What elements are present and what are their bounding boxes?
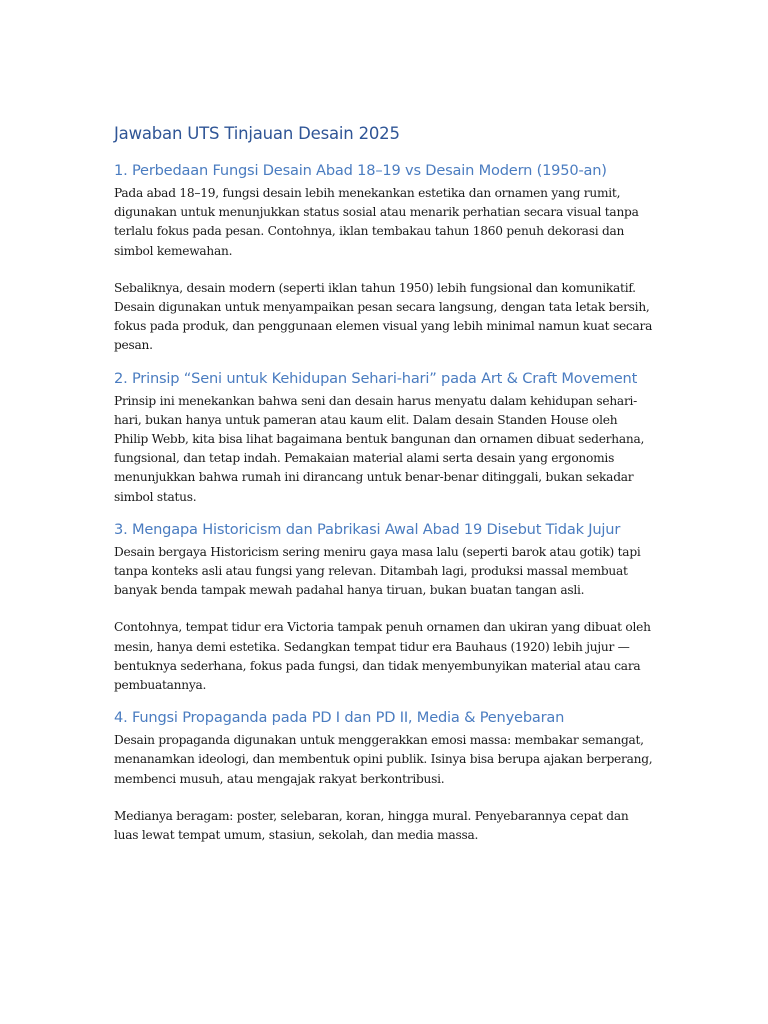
section-4 [114,707,654,845]
section-3 [114,519,654,695]
paragraph: Desain bergaya Historicism sering meniru gaya masa lalu (seperti barok atau gotik) tapi tanpa konteks asli atau fungsi yang relevan. Ditambah lagi, produksi massal membuat banyak benda tampak mewah padahal hanya tiruan, bukan buatan tangan asli. [114,544,641,598]
document-title: Jawaban UTS Tinjauan Desain 2025 [114,124,400,143]
paragraph: Sebaliknya, desain modern (seperti iklan tahun 1950) lebih fungsional dan komunikatif. Desain digunakan untuk menyampaikan pesan secara langsung, dengan tata letak bersih, fokus pada produk, dan penggunaan elemen visual yang lebih minimal namun kuat secara pesan. [114,280,653,353]
paragraph: Pada abad 18–19, fungsi desain lebih menekankan estetika dan ornamen yang rumit, digunakan untuk menunjukkan status sosial atau menarik perhatian secara visual tanpa terlalu fokus pada pesan. Contohnya, iklan tembakau tahun 1860 penuh dekorasi dan simbol kemewahan. [114,186,639,258]
section-heading: 2. Prinsip “Seni untuk Kehidupan Sehari-hari” pada Art & Craft Movement [114,369,638,387]
paragraph: Desain propaganda digunakan untuk menggerakkan emosi massa: membakar semangat, menanamkan ideologi, dan membentuk opini publik. Isinya bisa berupa ajakan berperang, membenci musuh, atau mengajak rakyat berkontribusi. [114,733,653,786]
section-2 [114,368,654,507]
section-1 [114,160,654,356]
section-heading: 3. Mengapa Historicism dan Pabrikasi Awal Abad 19 Disebut Tidak Jujur [114,520,621,538]
paragraph: Prinsip ini menekankan bahwa seni dan desain harus menyatu dalam kehidupan sehari-hari, bukan hanya untuk pameran atau kaum elit. Dalam desain Standen House oleh Philip Webb, kita bisa lihat bagaimana bentuk bangunan dan ornamen dibuat sederhana, fungsional, dan tetap indah. Pemakaian material alami serta desain yang ergonomis menunjukkan bahwa rumah ini dirancang untuk benar-benar ditinggali, bukan sekadar simbol status. [114,393,645,504]
paragraph: Contohnya, tempat tidur era Victoria tampak penuh ornamen dan ukiran yang dibuat oleh mesin, hanya demi estetika. Sedangkan tempat tidur era Bauhaus (1920) lebih jujur — bentuknya sederhana, fokus pada fungsi, dan tidak menyembunyikan material atau cara pembuatannya. [114,620,651,693]
paragraph: Medianya beragam: poster, selebaran, koran, hingga mural. Penyebarannya cepat dan luas lewat tempat umum, stasiun, sekolah, dan media massa. [114,808,629,843]
section-heading: 1. Perbedaan Fungsi Desain Abad 18–19 vs Desain Modern (1950-an) [114,162,607,179]
document-page [114,122,654,857]
section-heading: 4. Fungsi Propaganda pada PD I dan PD II, Media & Penyebaran [114,709,565,727]
